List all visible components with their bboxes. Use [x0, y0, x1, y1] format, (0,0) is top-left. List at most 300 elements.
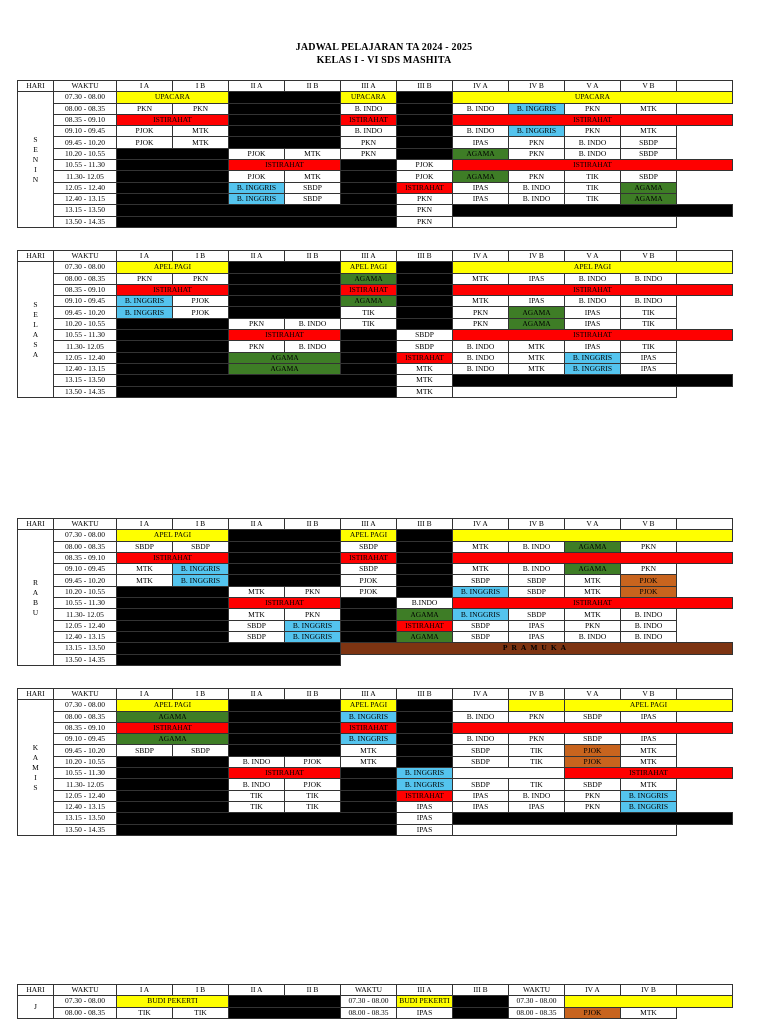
time-cell: 12.05 - 12.40 [54, 182, 117, 193]
subject-cell: APEL PAGI [341, 700, 397, 711]
subject-cell: IPAS [509, 801, 565, 812]
subject-cell: AGAMA [509, 318, 565, 329]
subject-cell [117, 779, 229, 790]
subject-cell: MTK [397, 386, 453, 397]
subject-cell: APEL PAGI [117, 262, 229, 273]
subject-cell: B. INDO [453, 352, 509, 363]
subject-cell: ISTIRAHAT [229, 598, 341, 609]
subject-cell: PKN [229, 341, 285, 352]
subject-cell [229, 530, 341, 541]
subject-cell: MTK [509, 341, 565, 352]
subject-cell: ISTIRAHAT [229, 768, 341, 779]
subject-cell: B. INGGRIS [285, 631, 341, 642]
subject-cell: MTK [117, 564, 173, 575]
subject-cell: B. INDO [453, 734, 509, 745]
subject-cell: ISTIRAHAT [453, 160, 733, 171]
subject-cell: PKN [173, 273, 229, 284]
subject-cell [453, 530, 733, 541]
subject-cell: TIK [565, 193, 621, 204]
subject-cell: AGAMA [621, 182, 677, 193]
subject-cell [453, 722, 733, 733]
subject-cell: ISTIRAHAT [229, 330, 341, 341]
subject-cell: IPAS [621, 734, 677, 745]
subject-cell: PKN [565, 801, 621, 812]
subject-cell [397, 273, 453, 284]
subject-cell [117, 756, 229, 767]
subject-cell: B. INDO [453, 711, 509, 722]
subject-cell: PKN [509, 148, 565, 159]
subject-cell: B. INDO [285, 318, 341, 329]
subject-cell: PJOK [565, 756, 621, 767]
subject-cell: SBDP [621, 171, 677, 182]
header-cell: II A [229, 985, 285, 996]
subject-cell: PKN [117, 103, 173, 114]
subject-cell: SBDP [453, 756, 509, 767]
subject-cell: SBDP [565, 734, 621, 745]
header-cell: III A [341, 81, 397, 92]
subject-cell: PKN [341, 148, 397, 159]
time-cell: 11.30- 12.05 [54, 609, 117, 620]
time-cell: 08.00 - 08.35 [54, 103, 117, 114]
header-cell: I B [173, 519, 229, 530]
time-cell: 08.35 - 09.10 [54, 284, 117, 295]
subject-cell: AGAMA [453, 148, 509, 159]
table-row [18, 148, 733, 159]
table-row [18, 193, 733, 204]
subject-cell: MTK [453, 296, 509, 307]
header-cell: I A [117, 519, 173, 530]
header-cell: HARI [18, 985, 54, 996]
subject-cell [397, 586, 453, 597]
subject-cell: PKN [397, 193, 453, 204]
subject-cell [229, 126, 341, 137]
subject-cell: AGAMA [509, 307, 565, 318]
subject-cell [229, 296, 341, 307]
subject-cell: SBDP [453, 631, 509, 642]
table-row [18, 564, 733, 575]
subject-cell: ISTIRAHAT [117, 284, 229, 295]
subject-cell [453, 824, 677, 835]
subject-cell [341, 171, 397, 182]
time-cell: 09.10 - 09.45 [54, 296, 117, 307]
subject-cell: B. INGGRIS [173, 575, 229, 586]
header-cell: IV B [621, 985, 677, 996]
time-cell: 09.45 - 10.20 [54, 307, 117, 318]
subject-cell [565, 996, 733, 1007]
subject-cell: TIK [621, 341, 677, 352]
subject-cell: IPAS [453, 137, 509, 148]
header-cell: III A [341, 251, 397, 262]
header-cell: V A [565, 689, 621, 700]
subject-cell [341, 790, 397, 801]
subject-cell: B. INGGRIS [341, 711, 397, 722]
subject-cell [229, 700, 341, 711]
header-cell: III B [397, 689, 453, 700]
subject-cell [229, 114, 341, 125]
subject-cell [397, 103, 453, 114]
subject-cell [229, 103, 341, 114]
table-row [18, 363, 733, 374]
header-cell: I B [173, 251, 229, 262]
subject-cell: PJOK [229, 148, 285, 159]
subject-cell: MTK [341, 756, 397, 767]
subject-cell [341, 801, 397, 812]
time-cell: 13.50 - 14.35 [54, 216, 117, 227]
subject-cell [397, 262, 453, 273]
subject-cell: AGAMA [341, 296, 397, 307]
subject-cell [229, 711, 341, 722]
table-row [18, 609, 733, 620]
subject-cell: PKN [453, 318, 509, 329]
subject-cell: BUDI PEKERTI [397, 996, 453, 1007]
subject-cell: B. INDO [341, 103, 397, 114]
header-cell: III B [453, 985, 509, 996]
subject-cell: AGAMA [565, 541, 621, 552]
subject-cell: B. INGGRIS [117, 307, 173, 318]
subject-cell: PKN [509, 734, 565, 745]
subject-cell: IPAS [565, 307, 621, 318]
subject-cell [453, 768, 565, 779]
header-cell: IV A [453, 81, 509, 92]
subject-cell: ISTIRAHAT [453, 284, 733, 295]
subject-cell [229, 307, 341, 318]
header-cell: V A [565, 81, 621, 92]
time-cell: 09.45 - 10.20 [54, 137, 117, 148]
subject-cell: MTK [565, 609, 621, 620]
subject-cell: PJOK [341, 575, 397, 586]
header-cell: WAKTU [509, 985, 565, 996]
time-cell: 09.10 - 09.45 [54, 564, 117, 575]
header-cell: II B [285, 985, 341, 996]
subject-cell: B. INDO [565, 296, 621, 307]
subject-cell: SBDP [397, 341, 453, 352]
subject-cell: UPACARA [453, 92, 733, 103]
subject-cell: TIK [565, 182, 621, 193]
header-cell: I A [117, 985, 173, 996]
subject-cell: SBDP [453, 745, 509, 756]
subject-cell: BUDI PEKERTI [117, 996, 229, 1007]
subject-cell: AGAMA [397, 631, 453, 642]
table-row [18, 318, 733, 329]
subject-cell: 08.00 - 08.35 [509, 1007, 565, 1018]
subject-cell: PKN [565, 620, 621, 631]
subject-cell [397, 92, 453, 103]
subject-cell: B. INGGRIS [229, 193, 285, 204]
table-row [18, 330, 733, 341]
subject-cell [117, 598, 229, 609]
subject-cell: IPAS [565, 318, 621, 329]
subject-cell: PKN [565, 790, 621, 801]
subject-cell: IPAS [397, 801, 453, 812]
subject-cell: MTK [453, 541, 509, 552]
subject-cell: B. INDO [229, 756, 285, 767]
subject-cell: PJOK [621, 586, 677, 597]
subject-cell: PJOK [285, 779, 341, 790]
time-cell: 13.50 - 14.35 [54, 386, 117, 397]
subject-cell [341, 193, 397, 204]
subject-cell: AGAMA [565, 564, 621, 575]
subject-cell [117, 643, 341, 654]
subject-cell: IPAS [621, 352, 677, 363]
subject-cell [229, 262, 341, 273]
table-row [18, 284, 733, 295]
header-cell: I A [117, 689, 173, 700]
subject-cell: ISTIRAHAT [453, 598, 733, 609]
subject-cell [117, 609, 229, 620]
subject-cell [397, 530, 453, 541]
subject-cell: PJOK [565, 745, 621, 756]
subject-cell [397, 552, 453, 563]
subject-cell [453, 1007, 509, 1018]
header-cell: WAKTU [54, 689, 117, 700]
subject-cell: TIK [341, 307, 397, 318]
day-label: R A B U [18, 530, 54, 666]
header-cell: IV A [453, 251, 509, 262]
time-cell: 12.40 - 13.15 [54, 363, 117, 374]
subject-cell: 07.30 - 08.00 [341, 996, 397, 1007]
subject-cell [453, 700, 509, 711]
table-row [18, 996, 733, 1007]
subject-cell: B. INDO [621, 296, 677, 307]
header-cell: II B [285, 81, 341, 92]
header-cell: V B [621, 519, 677, 530]
subject-cell [229, 734, 341, 745]
header-cell: III A [397, 985, 453, 996]
subject-cell [341, 341, 397, 352]
table-row [18, 586, 733, 597]
header-cell: III B [397, 81, 453, 92]
time-cell: 08.00 - 08.35 [54, 1007, 117, 1018]
time-cell: 13.15 - 13.50 [54, 205, 117, 216]
subject-cell: TIK [621, 307, 677, 318]
time-cell: 07.30 - 08.00 [54, 996, 117, 1007]
subject-cell: IPAS [509, 296, 565, 307]
subject-cell: IPAS [453, 801, 509, 812]
subject-cell: PJOK [397, 160, 453, 171]
subject-cell [453, 996, 509, 1007]
schedule-table-senin [17, 80, 733, 228]
subject-cell [341, 609, 397, 620]
table-row [18, 598, 733, 609]
table-row [18, 126, 733, 137]
header-cell: III B [397, 251, 453, 262]
subject-cell [397, 734, 453, 745]
table-row [18, 273, 733, 284]
subject-cell [117, 375, 397, 386]
subject-cell: ISTIRAHAT [565, 768, 733, 779]
subject-cell: AGAMA [341, 273, 397, 284]
table-row [18, 756, 733, 767]
subject-cell: B. INGGRIS [397, 779, 453, 790]
subject-cell: PJOK [173, 296, 229, 307]
time-cell: 13.15 - 13.50 [54, 813, 117, 824]
subject-cell: IPAS [397, 1007, 453, 1018]
subject-cell [117, 193, 229, 204]
subject-cell: TIK [229, 801, 285, 812]
time-cell: 08.00 - 08.35 [54, 273, 117, 284]
subject-cell [229, 92, 341, 103]
table-row [18, 262, 733, 273]
header-cell: III A [341, 689, 397, 700]
subject-cell: IPAS [397, 813, 453, 824]
table-row [18, 745, 733, 756]
header-cell: II B [285, 689, 341, 700]
subject-cell: AGAMA [229, 352, 341, 363]
subject-cell [229, 1007, 341, 1018]
table-row [18, 205, 733, 216]
subject-cell [397, 564, 453, 575]
table-row [18, 307, 733, 318]
subject-cell: MTK [621, 1007, 677, 1018]
time-cell: 10.20 - 10.55 [54, 586, 117, 597]
time-cell: 12.05 - 12.40 [54, 620, 117, 631]
subject-cell [229, 552, 341, 563]
table-row [18, 552, 733, 563]
header-cell: II A [229, 519, 285, 530]
header-cell: HARI [18, 519, 54, 530]
schedule-table-rabu [17, 518, 733, 666]
subject-cell [397, 541, 453, 552]
header-cell: IV B [509, 81, 565, 92]
subject-cell: ISTIRAHAT [341, 114, 397, 125]
time-cell: 11.30- 12.05 [54, 779, 117, 790]
day-label: S E L A S A [18, 262, 54, 398]
header-cell: IV B [509, 519, 565, 530]
subject-cell: SBDP [621, 137, 677, 148]
subject-cell [341, 182, 397, 193]
subject-cell: PKN [509, 171, 565, 182]
table-row [18, 824, 733, 835]
subject-cell: ISTIRAHAT [117, 114, 229, 125]
subject-cell: PKN [229, 318, 285, 329]
subject-cell: B. INDO [453, 126, 509, 137]
subject-cell: SBDP [565, 711, 621, 722]
subject-cell: B. INDO [453, 103, 509, 114]
subject-cell: SBDP [453, 575, 509, 586]
subject-cell: SBDP [509, 586, 565, 597]
table-row [18, 352, 733, 363]
subject-cell [341, 330, 397, 341]
subject-cell [117, 330, 229, 341]
subject-cell: TIK [509, 745, 565, 756]
subject-cell: SBDP [397, 330, 453, 341]
subject-cell: SBDP [565, 779, 621, 790]
subject-cell: MTK [565, 575, 621, 586]
header-cell: III B [397, 519, 453, 530]
subject-cell: B. INGGRIS [397, 768, 453, 779]
header-cell: HARI [18, 689, 54, 700]
subject-cell: SBDP [117, 541, 173, 552]
subject-cell: B. INDO [565, 631, 621, 642]
subject-cell [117, 171, 229, 182]
subject-cell: SBDP [341, 564, 397, 575]
subject-cell [341, 598, 397, 609]
subject-cell: SBDP [621, 148, 677, 159]
subject-cell: MTK [173, 126, 229, 137]
table-row [18, 643, 733, 654]
subject-cell: TIK [285, 801, 341, 812]
day-label: K A M I S [18, 700, 54, 836]
subject-cell [229, 137, 341, 148]
subject-cell [117, 586, 229, 597]
subject-cell [453, 205, 733, 216]
header-cell: V B [621, 81, 677, 92]
time-cell: 10.55 - 11.30 [54, 160, 117, 171]
subject-cell [341, 768, 397, 779]
subject-cell: PJOK [285, 756, 341, 767]
header-cell: WAKTU [54, 251, 117, 262]
subject-cell: AGAMA [117, 734, 229, 745]
subject-cell: ISTIRAHAT [341, 552, 397, 563]
time-cell: 10.55 - 11.30 [54, 768, 117, 779]
subject-cell: IPAS [509, 273, 565, 284]
subject-cell [117, 813, 397, 824]
subject-cell [117, 148, 229, 159]
subject-cell: TIK [229, 790, 285, 801]
subject-cell: SBDP [117, 745, 173, 756]
header-cell: HARI [18, 251, 54, 262]
subject-cell [397, 126, 453, 137]
subject-cell: APEL PAGI [341, 262, 397, 273]
subject-cell: B. INDO [453, 363, 509, 374]
subject-cell: IPAS [397, 824, 453, 835]
schedule-table-kamis [17, 688, 733, 836]
subject-cell: B. INDO [565, 273, 621, 284]
header-cell: HARI [18, 81, 54, 92]
time-cell: 11.30- 12.05 [54, 171, 117, 182]
subject-cell: PKN [397, 216, 453, 227]
subject-cell [341, 779, 397, 790]
time-cell: 08.00 - 08.35 [54, 541, 117, 552]
subject-cell: B. INGGRIS [509, 103, 565, 114]
subject-cell [117, 341, 229, 352]
time-cell: 07.30 - 08.00 [54, 92, 117, 103]
subject-cell: ISTIRAHAT [453, 330, 733, 341]
page-title-line2: KELAS I - VI SDS MASHITA [316, 55, 452, 66]
time-cell: 12.40 - 13.15 [54, 193, 117, 204]
header-cell: I B [173, 985, 229, 996]
table-row [18, 631, 733, 642]
table-row [18, 1007, 733, 1018]
subject-cell: ISTIRAHAT [397, 352, 453, 363]
subject-cell: B. INDO [509, 193, 565, 204]
table-row [18, 341, 733, 352]
subject-cell: IPAS [453, 182, 509, 193]
subject-cell [509, 700, 565, 711]
subject-cell: ISTIRAHAT [117, 552, 229, 563]
subject-cell: ISTIRAHAT [397, 182, 453, 193]
header-cell: IV B [509, 689, 565, 700]
subject-cell: B. INDO [453, 341, 509, 352]
subject-cell: MTK [509, 352, 565, 363]
subject-cell: SBDP [453, 779, 509, 790]
subject-cell: MTK [565, 586, 621, 597]
day-label: S E N I N [18, 92, 54, 228]
subject-cell [397, 137, 453, 148]
subject-cell: IPAS [509, 620, 565, 631]
table-row [18, 160, 733, 171]
subject-cell: PJOK [341, 586, 397, 597]
time-cell: 09.10 - 09.45 [54, 734, 117, 745]
time-cell: 11.30- 12.05 [54, 341, 117, 352]
header-cell: WAKTU [54, 985, 117, 996]
subject-cell [229, 745, 341, 756]
subject-cell [229, 273, 341, 284]
table-row [18, 813, 733, 824]
table-row [18, 711, 733, 722]
table-row [18, 216, 733, 227]
table-row [18, 575, 733, 586]
